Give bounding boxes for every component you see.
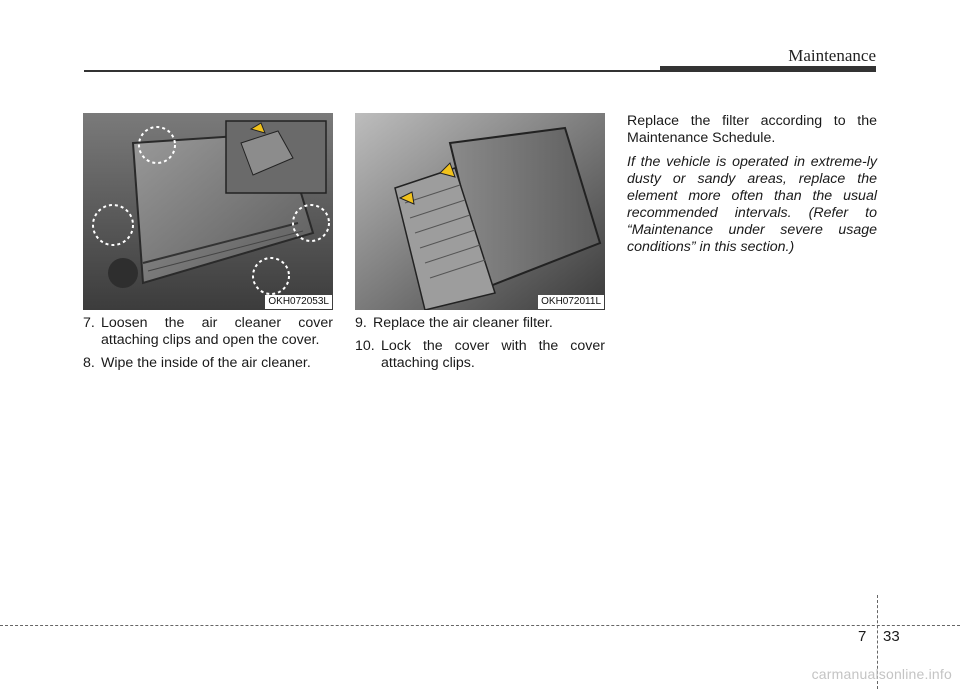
- step-number: 7.: [83, 315, 95, 331]
- header-rule-accent: [660, 66, 876, 72]
- step-text: Loosen the air cleaner cover attaching clips and open the cover.: [101, 315, 333, 348]
- step-item: [83, 315, 333, 349]
- step-number: 8.: [83, 355, 95, 371]
- step-text: Lock the cover with the cover attaching clips.: [381, 338, 605, 371]
- header-rule: [84, 70, 684, 72]
- air-filter-illustration: [355, 113, 605, 310]
- footer-rule: [0, 625, 960, 626]
- step-item: [355, 338, 605, 372]
- step-number: 10.: [355, 338, 375, 354]
- step-number: 9.: [355, 315, 367, 331]
- steps-column-1: [83, 315, 333, 378]
- step-text: Wipe the inside of the air cleaner.: [101, 355, 311, 371]
- intro-paragraph: Replace the filter according to the Maintenance Schedule.: [627, 113, 877, 146]
- watermark: carmanualsonline.info: [811, 666, 952, 682]
- figure-air-filter: [355, 113, 605, 310]
- page-number: 33: [883, 628, 900, 645]
- steps-column-2: [355, 315, 605, 378]
- figure-code: OKH072011L: [538, 295, 604, 309]
- step-item: [83, 355, 333, 372]
- step-item: [355, 315, 605, 332]
- air-cleaner-cover-illustration: [83, 113, 333, 310]
- figure-code: OKH072053L: [265, 295, 332, 309]
- section-title: Maintenance: [788, 46, 876, 65]
- figure-air-cleaner-cover: [83, 113, 333, 310]
- chapter-number: 7: [858, 628, 867, 645]
- notes-column: [627, 113, 877, 263]
- caution-note: If the vehicle is operated in extreme-ly dusty or sandy areas, replace the element more often than the usual recommended intervals. (Refer to “Maintenance under severe usage conditions” in this section.): [627, 154, 877, 255]
- step-text: Replace the air cleaner filter.: [373, 315, 553, 331]
